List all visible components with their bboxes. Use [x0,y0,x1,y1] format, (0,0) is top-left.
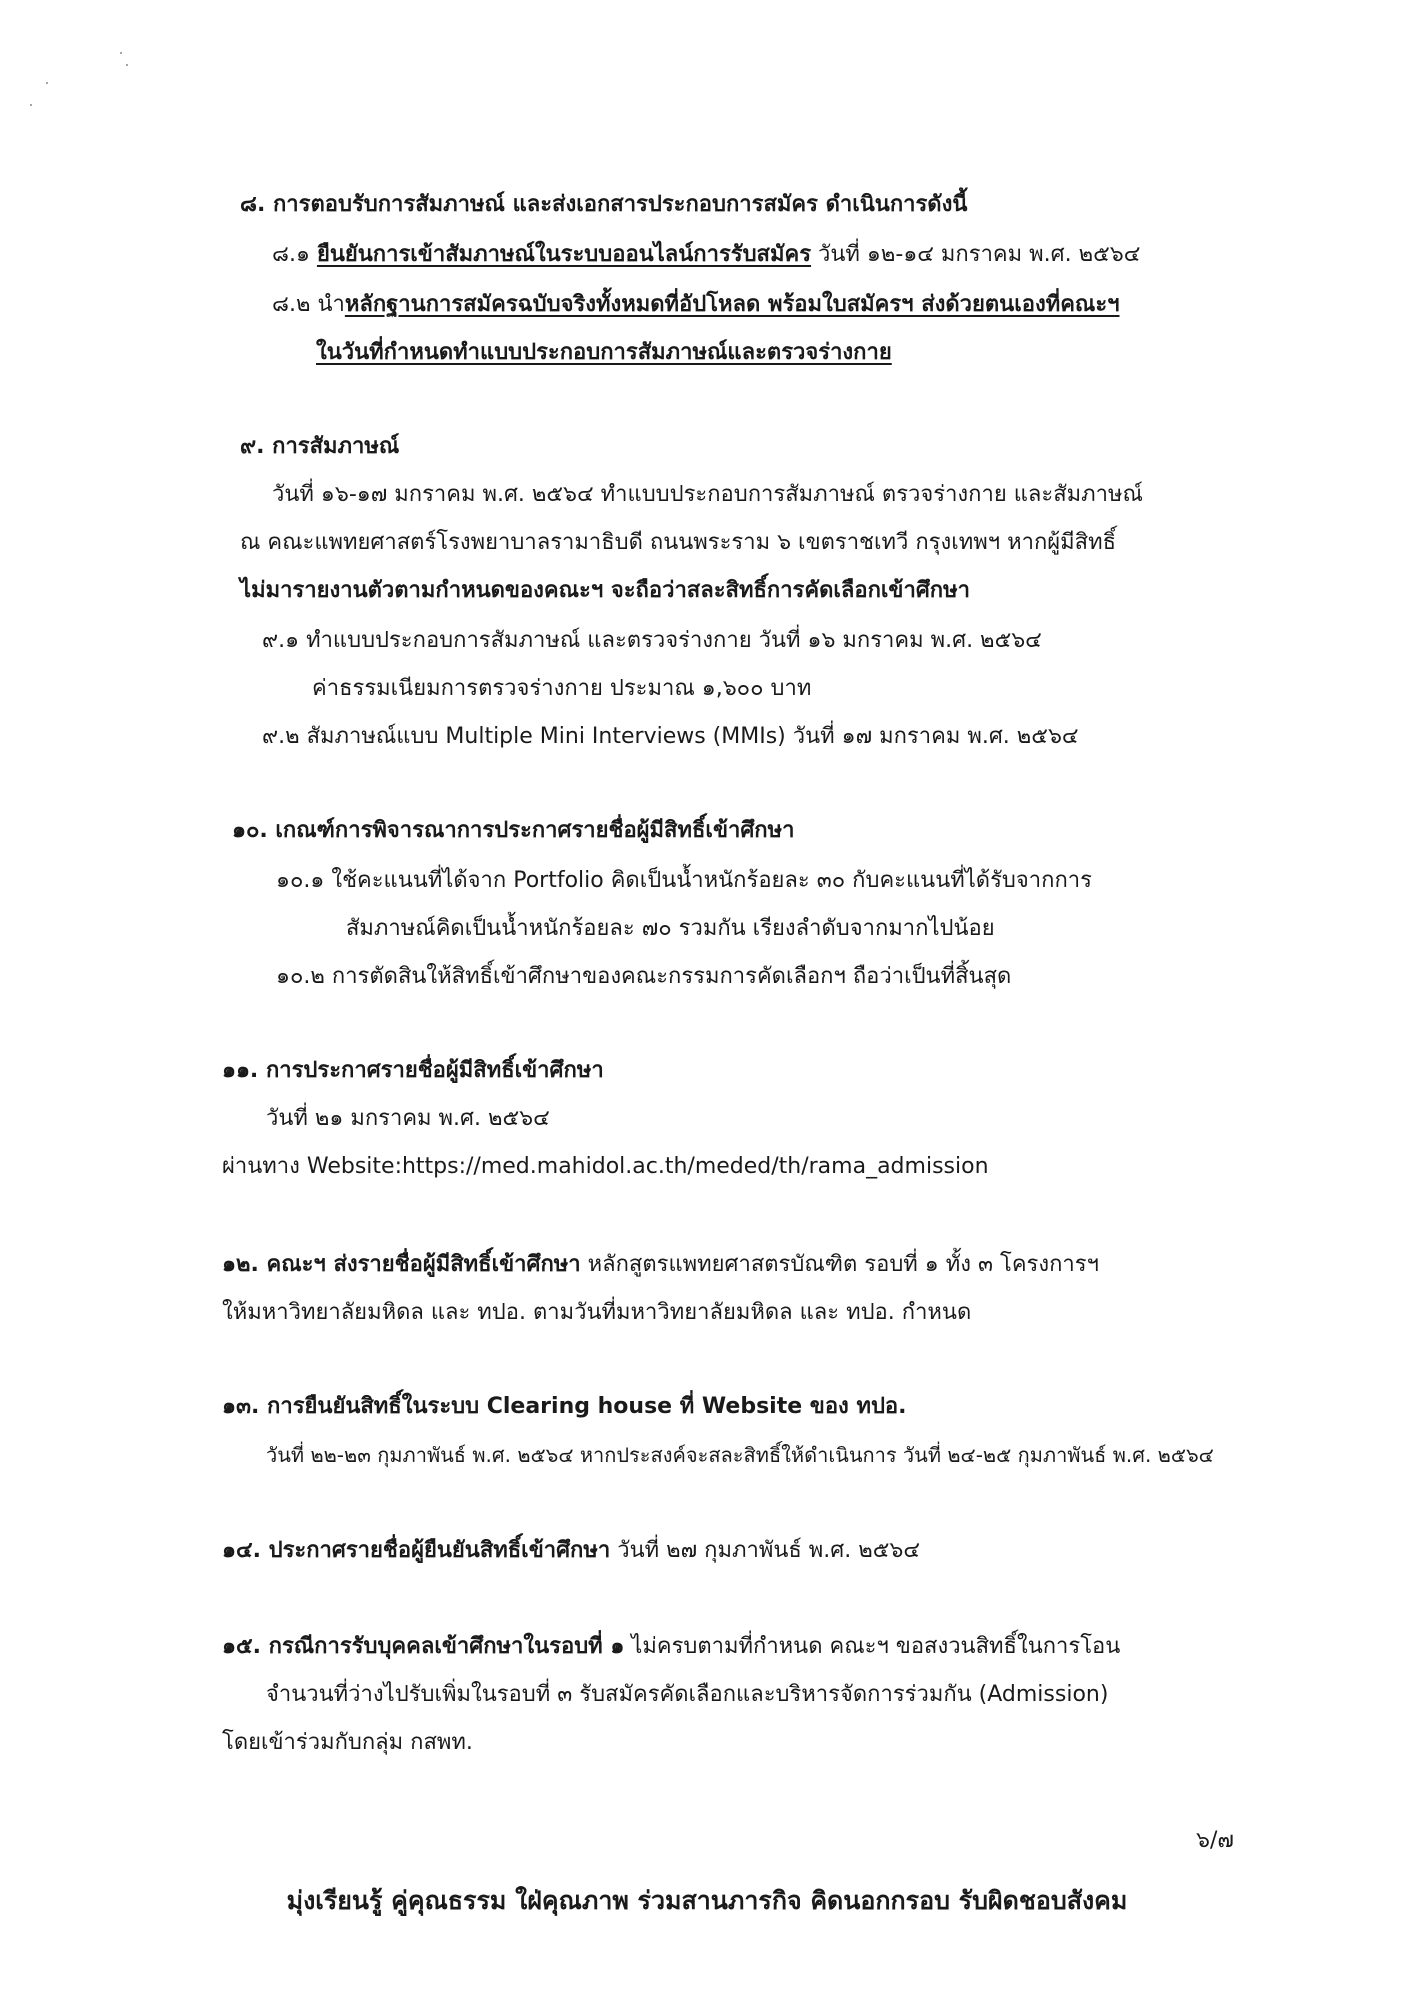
section-10-item-2: ๑๐.๒ การตัดสินให้สิทธิ์เข้าศึกษาของคณะกรรมการคัดเลือกฯ ถือว่าเป็นที่สิ้นสุด [276,964,1012,989]
section-13-line-2: วันที่ ๒๒-๒๓ กุมภาพันธ์ พ.ศ. ๒๕๖๔ หากประสงค์จะสละสิทธิ์ให้ดำเนินการ วันที่ ๒๔-๒๕ กุมภาพันธ์ พ.ศ. ๒๕๖๔ [266,1443,1214,1467]
heading-emphasis: ๑๔. ประกาศรายชื่อผู้ยืนยันสิทธิ์เข้าศึกษา [222,1538,611,1563]
section-15-line-2: จำนวนที่ว่างไปรับเพิ่มในรอบที่ ๓ รับสมัครคัดเลือกและบริหารจัดการร่วมกัน (Admission) [266,1682,1109,1707]
section-11-heading: ๑๑. การประกาศรายชื่อผู้มีสิทธิ์เข้าศึกษา [222,1058,604,1083]
section-8-item-2 [272,290,1120,320]
item-number: ๘.๑ [272,242,317,267]
item-emphasis: หลักฐานการสมัครฉบับจริงทั้งหมดที่อัปโหลด พร้อมใบสมัครฯ ส่งด้วยตนเองที่คณะฯ [344,292,1120,317]
heading-text: ไม่ครบตามที่กำหนด คณะฯ ขอสงวนสิทธิ์ในการโอน [624,1634,1121,1659]
heading-text: วันที่ ๒๗ กุมภาพันธ์ พ.ศ. ๒๕๖๔ [610,1538,921,1563]
section-12-heading [222,1250,1099,1280]
scan-speck [120,52,122,54]
section-8-item-2-continued: ในวันที่กำหนดทำแบบประกอบการสัมภาษณ์และตรวจร่างกาย [316,340,892,365]
section-15-line-3: โดยเข้าร่วมกับกลุ่ม กสพท. [222,1730,473,1755]
heading-emphasis: ๑๒. คณะฯ ส่งรายชื่อผู้มีสิทธิ์เข้าศึกษา [222,1252,581,1277]
section-9-paragraph-line-3: ไม่มารายงานตัวตามกำหนดของคณะฯ จะถือว่าสละสิทธิ์การคัดเลือกเข้าศึกษา [240,578,970,603]
section-8-heading: ๘. การตอบรับการสัมภาษณ์ และส่งเอกสารประกอบการสมัคร ดำเนินการดังนี้ [240,192,968,217]
section-9-item-2: ๙.๒ สัมภาษณ์แบบ Multiple Mini Interviews (MMIs) วันที่ ๑๗ มกราคม พ.ศ. ๒๕๖๔ [262,724,1079,749]
section-11-website: ผ่านทาง Website:https://med.mahidol.ac.th/meded/th/rama_admission [222,1154,989,1179]
section-10-item-1-sub: สัมภาษณ์คิดเป็นน้ำหนักร้อยละ ๗๐ รวมกัน เรียงลำดับจากมากไปน้อย [346,916,995,941]
scan-speck [126,64,128,66]
section-14-heading [222,1536,920,1566]
scan-speck [30,104,32,106]
section-11-date: วันที่ ๒๑ มกราคม พ.ศ. ๒๕๖๔ [266,1106,550,1131]
heading-emphasis: ๑๕. กรณีการรับบุคคลเข้าศึกษาในรอบที่ ๑ [222,1634,625,1659]
section-8-item-1 [272,240,1140,270]
footer-motto: มุ่งเรียนรู้ คู่คุณธรรม ใฝ่คุณภาพ ร่วมสานภารกิจ คิดนอกกรอบ รับผิดชอบสังคม [286,1886,1128,1915]
section-10-heading: ๑๐. เกณฑ์การพิจารณาการประกาศรายชื่อผู้มีสิทธิ์เข้าศึกษา [232,818,795,843]
page-number: ๖/๗ [1196,1828,1234,1853]
section-9-paragraph-line-1: วันที่ ๑๖-๑๗ มกราคม พ.ศ. ๒๕๖๔ ทำแบบประกอบการสัมภาษณ์ ตรวจร่างกาย และสัมภาษณ์ [272,482,1143,507]
section-15-heading [222,1632,1120,1662]
section-9-paragraph-line-2: ณ คณะแพทยศาสตร์โรงพยาบาลรามาธิบดี ถนนพระราม ๖ เขตราชเทวี กรุงเทพฯ หากผู้มีสิทธิ์ [240,530,1117,555]
section-12-line-2: ให้มหาวิทยาลัยมหิดล และ ทปอ. ตามวันที่มหาวิทยาลัยมหิดล และ ทปอ. กำหนด [222,1300,972,1325]
heading-text: หลักสูตรแพทยศาสตรบัณฑิต รอบที่ ๑ ทั้ง ๓ โครงการฯ [580,1252,1099,1277]
scan-speck [46,82,48,84]
section-9-item-1: ๙.๑ ทำแบบประกอบการสัมภาษณ์ และตรวจร่างกาย วันที่ ๑๖ มกราคม พ.ศ. ๒๕๖๔ [262,628,1042,653]
section-9-item-1-sub: ค่าธรรมเนียมการตรวจร่างกาย ประมาณ ๑,๖๐๐ บาท [312,676,812,701]
item-emphasis: ยืนยันการเข้าสัมภาษณ์ในระบบออนไลน์การรับสมัคร [316,242,812,267]
section-10-item-1: ๑๐.๑ ใช้คะแนนที่ได้จาก Portfolio คิดเป็นน้ำหนักร้อยละ ๓๐ กับคะแนนที่ได้รับจากการ [276,868,1092,893]
item-text: วันที่ ๑๒-๑๔ มกราคม พ.ศ. ๒๕๖๔ [811,242,1141,267]
section-13-heading: ๑๓. การยืนยันสิทธิ์ในระบบ Clearing house ที่ Website ของ ทปอ. [222,1394,907,1419]
item-number: ๘.๒ นำ [272,292,345,317]
section-9-heading: ๙. การสัมภาษณ์ [240,434,400,459]
